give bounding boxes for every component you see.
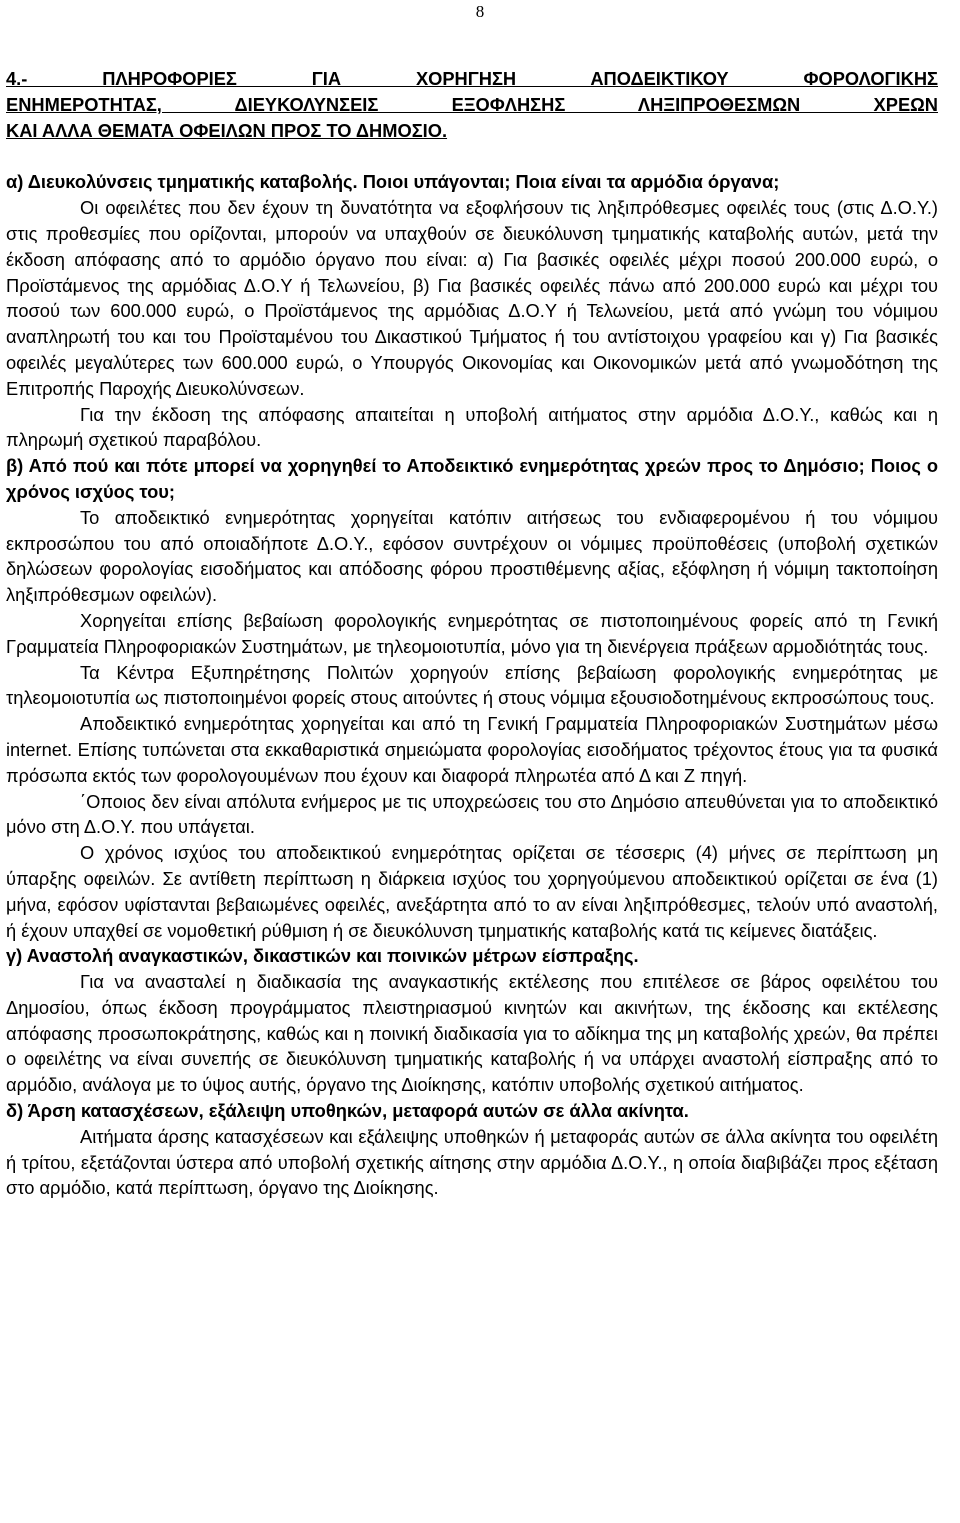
- subsection-a-paragraph-1: Οι οφειλέτες που δεν έχουν τη δυνατότητα να εξοφλήσουν τις ληξιπρόθεσμες οφειλές τους (στις Δ.Ο.Υ.) στις προθεσμίες που ορίζονται, μπορούν να υπαχθούν σε διευκόλυνση τμηματικής καταβολής αυτών, μετά την έκδοση απόφασης από το αρμόδιο όργανο που είναι: α) Για βασικές οφειλές μέχρι ποσού 200.000 ευρώ, ο Προϊστάμενος της αρμόδιας Δ.Ο.Υ ή Τελωνείου, β) Για βασικές οφειλές πάνω από 200.000 ευρώ και μέχρι του ποσού των 600.000 ευρώ, ο Προϊστάμενος της αρμόδιας Δ.Ο.Υ ή Τελωνείου, μετά από γνώμη του νόμιμου αναπληρωτή του και του Προϊσταμένου του Δικαστικού Τμήματος ή του αντίστοιχου γραφείου και γ) Για βασικές οφειλές μεγαλύτερες των 600.000 ευρώ, ο Υπουργός Οικονομίας και Οικονομικών μετά από γνωμοδότηση της Επιτροπής Παροχής Διευκολύνσεων.: [6, 197, 938, 399]
- subsection-a-title: α) Διευκολύνσεις τμηματικής καταβολής. Ποιοι υπάγονται; Ποια είναι τα αρμόδια όργανα;: [6, 171, 780, 193]
- subsection-b-paragraph-5: ΄Οποιος δεν είναι απόλυτα ενήμερος με τις υποχρεώσεις του στο Δημόσιο απευθύνεται για το αποδεικτικό μόνο στη Δ.Ο.Υ. που υπάγεται.: [6, 790, 938, 838]
- subsection-b-paragraph-2: Χορηγείται επίσης βεβαίωση φορολογικής ενημερότητας σε πιστοποιημένους φορείς από τη Γενική Γραμματεία Πληροφοριακών Συστημάτων, με τηλεομοιοτυπία, μόνο για τη διενέργεια πράξεων αρμοδιότητάς τους.: [6, 609, 938, 657]
- subsection-b-title: β) Από πού και πότε μπορεί να χορηγηθεί το Αποδεικτικό ενημερότητας χρεών προς το Δημόσιο; Ποιος ο χρόνος ισχύος του;: [6, 455, 938, 502]
- heading-line-1: 4.- ΠΛΗΡΟΦΟΡΙΕΣ ΓΙΑ ΧΟΡΗΓΗΣΗ ΑΠΟΔΕΙΚΤΙΚΟΥ ΦΟΡΟΛΟΓΙΚΗΣ: [6, 68, 938, 89]
- page-number: 8: [475, 2, 485, 21]
- subsection-b-paragraph-6: Ο χρόνος ισχύος του αποδεικτικού ενημερότητας ορίζεται σε τέσσερις (4) μήνες σε περίπτωση μη ύπαρξης οφειλών. Σε αντίθετη περίπτωση η διάρκεια ισχύος του χορηγούμενου αποδεικτικού ορίζεται σε ένα (1) μήνα, εφόσον υφίστανται βεβαιωμένες οφειλές, ανεξάρτητα από το αν είναι ληξιπρόθεσμες, τελούν υπό αναστολή, ή έχουν υπαχθεί σε νομοθετική ρύθμιση ή σε διευκόλυνση τμηματικής καταβολής κατά τις κείμενες διατάξεις.: [6, 842, 938, 941]
- spacer: [6, 143, 938, 169]
- subsection-b-paragraph-1: Το αποδεικτικό ενημερότητας χορηγείται κατόπιν αιτήσεως του ενδιαφερομένου ή του νόμιμου εκπροσώπου του από οποιαδήποτε Δ.Ο.Υ., εφόσον συντρέχουν οι νόμιμες προϋποθέσεις (υποβολή σχετικών δηλώσεων φορολογίας εισοδήματος και απόδοσης φόρου προστιθέμενης αξίας, εξόφληση ή νόμιμη τακτοποίηση ληξιπρόθεσμων οφειλών).: [6, 506, 938, 606]
- subsection-d-title: δ) Άρση κατασχέσεων, εξάλειψη υποθηκών, μεταφορά αυτών σε άλλα ακίνητα.: [6, 1100, 689, 1122]
- subsection-d-paragraph-1: Αιτήματα άρσης κατασχέσεων και εξάλειψης υποθηκών ή μεταφοράς αυτών σε άλλα ακίνητα του οφειλέτη ή τρίτου, εξετάζονται ύστερα από υποβολή σχετικής αίτησης στην αρμόδια Δ.Ο.Υ., η οποία διαβιβάζει προς εξέταση στο αρμόδιο, κατά περίπτωση, όργανο της Διοίκησης.: [6, 1125, 938, 1199]
- subsection-c-paragraph-1: Για να ανασταλεί η διαδικασία της αναγκαστικής εκτέλεσης που επιτέλεσε σε βάρος οφειλέτου του Δημοσίου, όπως έκδοση προγράμματος πλειστηριασμού κινητών και ακινήτων, της έκδοσης και εκτέλεσης απόφασης προσωποκράτησης, καθώς και η ποινική διαδικασία για το αδίκημα της μη καταβολής χρεών, θα πρέπει ο οφειλέτης να είναι συνεπής σε διευκόλυνση τμηματικής καταβολής ή να υπάρχει αναστολή είσπραξης από το αρμόδιο, ανάλογα με το ύψος αυτής, όργανο της Διοίκησης, κατόπιν υποβολής σχετικού αιτήματος.: [6, 971, 938, 1096]
- subsection-c-title: γ) Αναστολή αναγκαστικών, δικαστικών και ποινικών μέτρων είσπραξης.: [6, 945, 639, 967]
- subsection-a-paragraph-2: Για την έκδοση της απόφασης απαιτείται η υποβολή αιτήματος στην αρμόδια Δ.Ο.Υ., καθώς και η πληρωμή σχετικού παραβόλου.: [6, 403, 938, 451]
- heading-line-2: ΕΝΗΜΕΡΟΤΗΤΑΣ, ΔΙΕΥΚΟΛΥΝΣΕΙΣ ΕΞΟΦΛΗΣΗΣ ΛΗΞΙΠΡΟΘΕΣΜΩΝ ΧΡΕΩΝ: [6, 93, 938, 115]
- document-body: [6, 66, 938, 1201]
- section-heading: [6, 66, 938, 143]
- subsection-b-paragraph-4: Αποδεικτικό ενημερότητας χορηγείται και από τη Γενική Γραμματεία Πληροφοριακών Συστημάτων μέσω internet. Επίσης τυπώνεται στα εκκαθαριστικά σημειώματα φορολογίας εισοδήματος τρέχοντος έτους για τα φυσικά πρόσωπα εκτός των φορολογουμένων που έχουν και διαφορά πληρωτέα από Δ και Ζ πηγή.: [6, 713, 938, 786]
- heading-line-3: ΚΑΙ ΑΛΛΑ ΘΕΜΑΤΑ ΟΦΕΙΛΩΝ ΠΡΟΣ ΤΟ ΔΗΜΟΣΙΟ.: [6, 119, 448, 141]
- subsection-b-paragraph-3: Τα Κέντρα Εξυπηρέτησης Πολιτών χορηγούν επίσης βεβαίωση φορολογικής ενημερότητας με τηλεομοιοτυπία ως πιστοποιημένοι φορείς στους αιτούντες ή στους νόμιμα εξουσιοδοτημένους εκπροσώπους τους.: [6, 661, 938, 709]
